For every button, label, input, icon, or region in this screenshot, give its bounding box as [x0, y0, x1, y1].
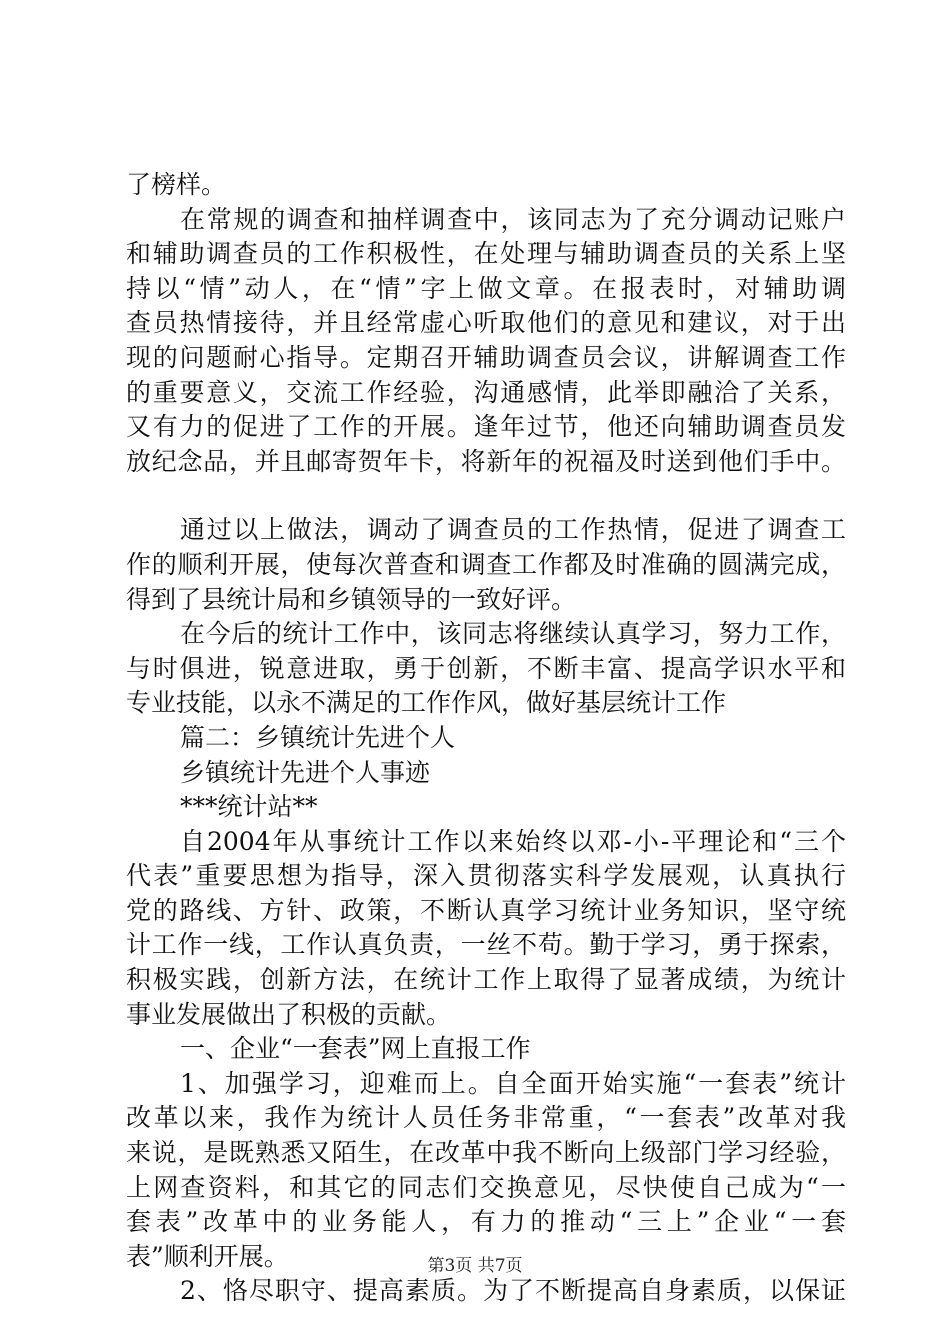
text-line: 和辅助调查员的工作积极性，在处理与辅助调查员的关系上坚 — [126, 239, 846, 269]
text-line: 改革以来，我作为统计人员任务非常重，“一套表”改革对我 — [126, 1103, 846, 1133]
section-heading: 篇二：乡镇统计先进个人 — [180, 722, 456, 752]
text-line: 自2004年从事统计工作以来始终以邓-小-平理论和“三个 — [180, 826, 846, 856]
text-line: 表”顺利开展。 — [126, 1241, 289, 1271]
author-unit: ***统计站** — [180, 792, 318, 822]
text-line: 2、恪尽职守、提高素质。为了不断提高自身素质，以保证 — [180, 1276, 846, 1306]
page-footer: 第3页 共7页 — [427, 1256, 523, 1276]
text-line: 积极实践，创新方法，在统计工作上取得了显著成绩，为统计 — [126, 965, 846, 995]
text-line: 查员热情接待，并且经常虚心听取他们的意见和建议，对于出 — [126, 308, 846, 338]
text-line: 现的问题耐心指导。定期召开辅助调查员会议，讲解调查工作 — [126, 342, 846, 372]
text-line: 上网查资料，和其它的同志们交换意见，尽快使自己成为“一 — [126, 1172, 846, 1202]
text-line: 党的路线、方针、政策，不断认真学习统计业务知识，坚守统 — [126, 895, 846, 925]
paragraph-gap — [126, 479, 846, 513]
text-line: 在常规的调查和抽样调查中，该同志为了充分调动记账户 — [180, 204, 846, 234]
text-line: 专业技能，以永不满足的工作作风，做好基层统计工作 — [126, 688, 727, 718]
text-line: 来说，是既熟悉又陌生，在改革中我不断向上级部门学习经验， — [126, 1138, 846, 1168]
text-line: 又有力的促进了工作的开展。逢年过节，他还向辅助调查员发 — [126, 412, 846, 442]
text-line: 放纪念品，并且邮寄贺年卡，将新年的祝福及时送到他们手中。 — [126, 446, 846, 476]
text-line: 在今后的统计工作中，该同志将继续认真学习，努力工作， — [180, 619, 846, 649]
article-title: 乡镇统计先进个人事迹 — [180, 757, 431, 787]
text-line: 代表”重要思想为指导，深入贯彻落实科学发展观，认真执行 — [126, 861, 846, 891]
text-line: 持以“情”动人，在“情”字上做文章。在报表时，对辅助调 — [126, 273, 846, 303]
text-line: 套表”改革中的业务能人，有力的推动“三上”企业“一套 — [126, 1207, 846, 1237]
text-line: 通过以上做法，调动了调查员的工作热情，促进了调查工 — [180, 515, 846, 545]
text-line: 1、加强学习，迎难而上。自全面开始实施“一套表”统计 — [180, 1068, 846, 1098]
document-body — [126, 168, 846, 1309]
text-line: 事业发展做出了积极的贡献。 — [126, 999, 452, 1029]
text-line: 与时俱进，锐意进取，勇于创新，不断丰富、提高学识水平和 — [126, 653, 846, 683]
text-line: 的重要意义，交流工作经验，沟通感情，此举即融洽了关系， — [126, 377, 846, 407]
text-line: 计工作一线，工作认真负责，一丝不苟。勤于学习，勇于探索， — [126, 930, 846, 960]
text-line: 得到了县统计局和乡镇领导的一致好评。 — [126, 584, 577, 614]
text-line: 了榜样。 — [126, 170, 227, 199]
text-line: 作的顺利开展，使每次普查和调查工作都及时准确的圆满完成， — [126, 549, 846, 579]
subsection-heading: 一、企业“一套表”网上直报工作 — [180, 1034, 531, 1064]
